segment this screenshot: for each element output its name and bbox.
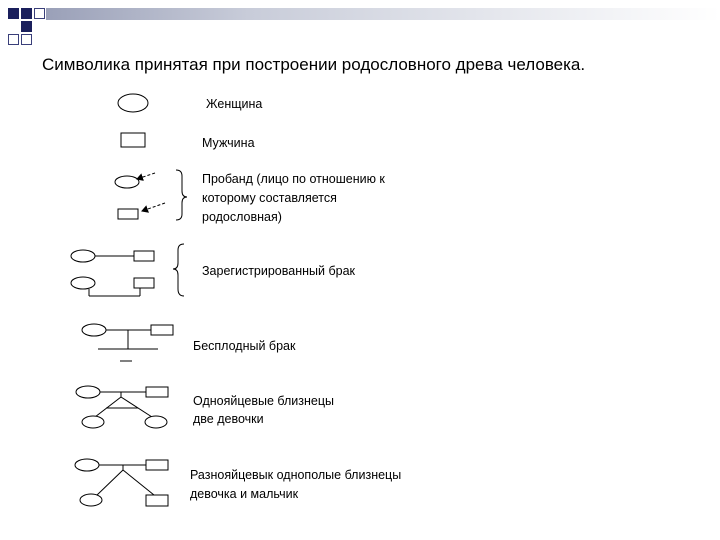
identical-twin-girl-symbol	[82, 416, 104, 428]
marriage-man-symbol	[134, 251, 154, 261]
proband-woman-symbol	[115, 176, 139, 188]
label-proband-line2: которому составляется	[202, 191, 337, 205]
fraternal-twin-boy-symbol	[146, 495, 168, 506]
fraternal-twins-branch-right	[123, 470, 154, 495]
marriage-brace	[173, 244, 184, 296]
label-man: Мужчина	[202, 136, 255, 150]
proband-arrow	[137, 173, 155, 179]
fraternal-twin-girl-symbol	[80, 494, 102, 506]
identical-twins-branch-right	[121, 397, 152, 417]
label-woman: Женщина	[206, 97, 263, 111]
identical-twins-father-symbol	[146, 387, 168, 397]
label-identical-twins-line1: Однояйцевые близнецы	[193, 394, 334, 408]
fraternal-twins-branch-left	[96, 470, 123, 496]
label-childless-marriage: Бесплодный брак	[193, 339, 296, 353]
proband-man-symbol	[118, 209, 138, 219]
fraternal-twins-father-symbol	[146, 460, 168, 470]
label-identical-twins-line2: две девочки	[193, 412, 264, 426]
label-proband-line1: Пробанд (лицо по отношению к	[202, 172, 385, 186]
marriage-woman-symbol-2	[71, 277, 95, 289]
marriage-man-symbol-2	[134, 278, 154, 288]
woman-symbol	[118, 94, 148, 112]
identical-twin-girl-symbol-2	[145, 416, 167, 428]
marriage-woman-symbol	[71, 250, 95, 262]
childless-woman-symbol	[82, 324, 106, 336]
page-title: Символика принятая при построении родословного древа человека.	[42, 55, 586, 74]
childless-man-symbol	[151, 325, 173, 335]
label-registered-marriage: Зарегистрированный брак	[202, 264, 355, 278]
label-fraternal-twins-line2: девочка и мальчик	[190, 487, 299, 501]
proband-brace	[176, 170, 187, 220]
fraternal-twins-mother-symbol	[75, 459, 99, 471]
man-symbol	[121, 133, 145, 147]
proband-arrow	[142, 203, 165, 211]
label-fraternal-twins-line1: Разнояйцевык однополые близнецы	[190, 468, 402, 482]
identical-twins-branch-left	[95, 397, 121, 417]
label-proband-line3: родословная)	[202, 210, 282, 224]
identical-twins-mother-symbol	[76, 386, 100, 398]
